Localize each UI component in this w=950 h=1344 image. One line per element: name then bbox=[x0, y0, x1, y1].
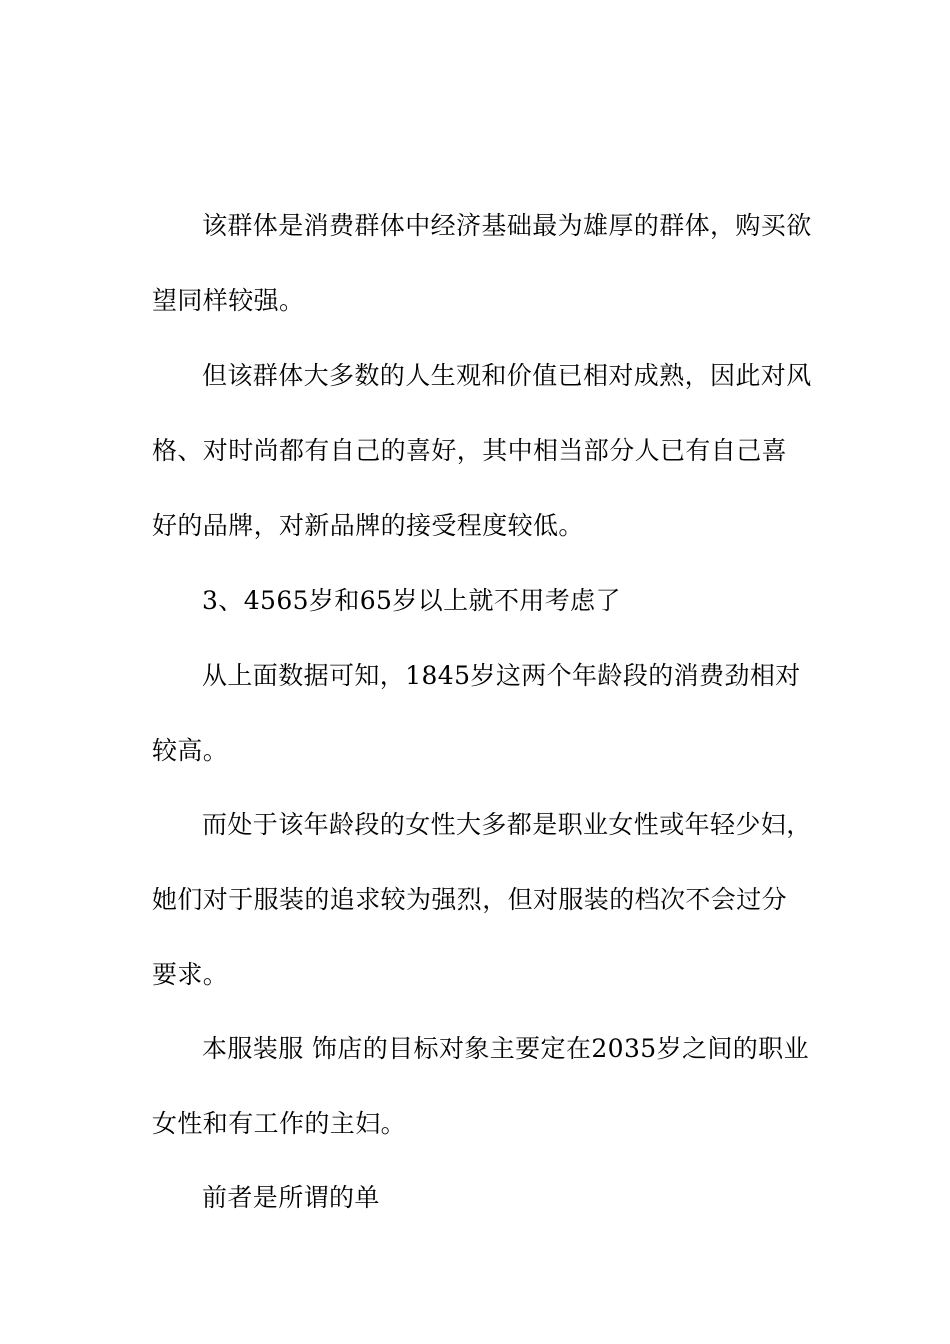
paragraph-5: 而处于该年龄段的女性大多都是职业女性或年轻少妇，她们对于服装的追求较为强烈，但对服装的档次不会过分要求。 bbox=[152, 810, 812, 989]
paragraph-6: 本服装服 饰店的目标对象主要定在2035岁之间的职业女性和有工作的主妇。 bbox=[152, 1034, 809, 1138]
paragraph-4: 从上面数据可知，1845岁这两个年龄段的消费劲相对较高。 bbox=[152, 661, 801, 765]
paragraph-3: 3、4565岁和65岁以上就不用考虑了 bbox=[202, 586, 621, 615]
paragraph-7: 前者是所谓的单 bbox=[202, 1183, 380, 1212]
paragraph-1: 该群体是消费群体中经济基础最为雄厚的群体，购买欲望同样较强。 bbox=[152, 211, 812, 315]
paragraph-2: 但该群体大多数的人生观和价值已相对成熟，因此对风格、对时尚都有自己的喜好，其中相当部分人已有自己喜好的品牌，对新品牌的接受程度较低。 bbox=[152, 361, 812, 540]
